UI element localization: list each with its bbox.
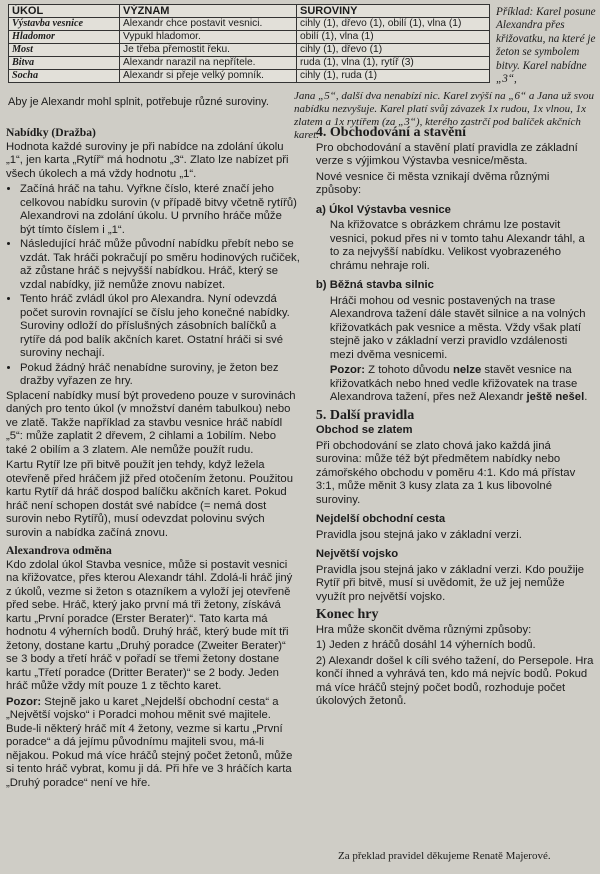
road-building-text: Hráči mohou od vesnic postavených na trase Alexandrova tažení dále stavět silnice a na volných křižovatkách pak vesnice a města. Vždy však platí stejně jako v základní verzi pravidlo vzdálenosti mezi dvěma vesnicemi. xyxy=(329,294,586,361)
payment-paragraph: Splacení nabídky musí být provedeno pouze v surovinách daných pro tento úkol (v množství daném tabulkou) nebo ve zlatě. Takže například za stavbu vesnice hráč nabídl „5“: může zaplatit 2 dřevem, 2 cihlami a 1obilím. Nebo také 2 obilím a 3 zlatem. Ale nemůže použít rudu. xyxy=(6,389,296,456)
trade-heading: 4. Obchodování a stavění xyxy=(315,125,467,140)
list-item: • Začíná hráč na tahu. Vyřkne číslo, které značí jeho celkovou nabídku surovin (v případě bitvy včetně rytířů) Alexandrovi na zdolání úkolu. U prvního hráče může být tímto číslem i „1“. xyxy=(20,183,300,237)
longest-road-text: Pravidla jsou stejná jako v základní verzi. xyxy=(315,528,522,541)
knight-paragraph: Kartu Rytíř lze při bitvě použít jen tehdy, když ležela otevřeně před hráčem již před otočením žetonu. Použitou kartu Rytíř dá hráč dospod balíčku akčních karet. Pokud hráč není schopen dostát své nabídce (= nemá dost surovin nebo Rytířů), musí odevzdat polovinu svých surovin a nabídka začíná znovu. xyxy=(6,459,293,539)
resources-cell: cihly (1), ruda (1) xyxy=(297,70,490,83)
left-column xyxy=(6,122,300,792)
table-header-row xyxy=(9,5,490,18)
game-end-intro: Hra může skončit dvěma různými způsoby: xyxy=(315,623,532,636)
task-cell: Most xyxy=(9,44,120,57)
header-task: ÚKOL xyxy=(9,5,120,18)
task-cell: Bitva xyxy=(9,57,120,70)
village-task-heading: a) Úkol Výstavba vesnice xyxy=(315,203,451,216)
auction-intro: Hodnota každé suroviny je při nabídce na zdolání úkolu „1“, jen karta „Rytíř“ má hodnotu „3“. Zlato lze nabízet při všech úkolech a má vždy hodnotu „1“. xyxy=(6,140,289,180)
warning-bold-2: ještě nešel xyxy=(526,391,585,403)
two-column-body xyxy=(6,122,594,792)
warning-text-2: stavět vesnice na křižovatkách nebo hned vedle křižovatek na trase Alexandrova tažení, přes než Alexandr xyxy=(329,364,578,403)
trade-intro-2: Nové vesnice či města vznikají dvěma různými způsoby: xyxy=(315,170,550,196)
road-building-heading: b) Běžná stavba silnic xyxy=(315,279,434,291)
trade-intro: Pro obchodování a stavění platí pravidla ze základní verze s výjimkou Výstavba vesnice/města. xyxy=(315,141,578,167)
translation-credit: Za překlad pravidel děkujeme Renatě Majerové. xyxy=(338,850,551,862)
game-end-condition-1: 1) Jeden z hráčů dosáhl 14 výherních bodů. xyxy=(315,639,536,651)
task-cell: Hladomor xyxy=(9,31,120,44)
task-cell: Výstavba vesnice xyxy=(9,18,120,31)
meaning-cell: Alexandr chce postavit vesnici. xyxy=(120,18,297,31)
resources-cell: cihly (1), dřevo (1), obilí (1), vlna (1) xyxy=(297,18,490,31)
right-column xyxy=(310,122,594,792)
resources-cell: ruda (1), vlna (1), rytíř (3) xyxy=(297,57,490,70)
warning-label: Pozor: xyxy=(329,364,366,376)
auction-bullets xyxy=(6,183,300,389)
road-building-warning xyxy=(316,364,594,405)
table-row xyxy=(9,44,490,57)
largest-army-text: Pravidla jsou stejná jako v základní verzi. Kdo použije Rytíř při bitvě, musí si uvědomit, že už jej nemůže využít pro největší vojsko. xyxy=(315,563,585,603)
header-meaning: VÝZNAM xyxy=(120,5,297,18)
warning-text-3: . xyxy=(584,391,588,403)
reward-heading: Alexandrova odměna xyxy=(6,544,112,557)
example-sidebar: Příklad: Karel posune Alexandra přes křižovatku, na které je žeton se symbolem bitvy. Karel nabídne „3“, xyxy=(496,6,596,86)
list-item: • Následující hráč může původní nabídku přebít nebo se vzdát. Tak hráči pokračují po směru hodinových ručiček, až zůstane hráč s nejvyšší nabídkou. Hráč, který se vzdal nabídky, již nemůže znovu nabízet. xyxy=(20,238,300,292)
village-task-text: Na křižovatce s obrázkem chrámu lze postavit vesnici, pokud přes ni v tomto tahu Alexandr táhl, a to za nejvyšší nabídku. Velikost vyobrazeného chrámu nehraje roli. xyxy=(329,219,585,272)
example-continuation: Jana „5“, další dva nenabízí nic. Karel zvýší na „6“ a Jana už svou nabídku nezvyšuje. Karel platí svůj závazek 1x rudou, 1x vlnou, 1x zlatem a 1x rytířem (za „3“), kterého zastrčí pod balíček akčních karet. xyxy=(294,90,594,141)
task-table xyxy=(8,4,490,83)
game-end-condition-2: 2) Alexandr došel k cíli svého tažení, do Persepole. Hra končí ihned a vyhrává ten, kdo má nejvíc bodů. Pokud má více hráčů stejný počet bodů, rozhoduje počet úkolových žetonů. xyxy=(315,654,594,707)
gold-trade-text: Při obchodování se zlato chová jako každá jiná surovina: může též být předmětem nabídky nebo zámořského obchodu v poměru 4:1. Kdo má přístav 3:1, může měnit 3 kusy zlata za 1 kus libovolné suroviny. xyxy=(315,439,576,506)
more-rules-heading: 5. Další pravidla xyxy=(315,407,415,423)
largest-army-heading: Největší vojsko xyxy=(315,548,399,560)
list-item: • Tento hráč zvládl úkol pro Alexandra. Nyní odevzdá počet surovin rovnající se číslu jeho konečné nabídky. Suroviny odloží do příslušných zásobních balíčků a rytíře dá pod balík akčních karet. Ostatní hráči si své suroviny nechají. xyxy=(20,293,300,361)
resources-cell: obilí (1), vlna (1) xyxy=(297,31,490,44)
warning-bold-1: nelze xyxy=(452,364,482,376)
meaning-cell: Alexandr narazil na nepřítele. xyxy=(120,57,297,70)
table-row xyxy=(9,18,490,31)
table-note: Aby je Alexandr mohl splnit, potřebuje různé suroviny. xyxy=(8,96,269,108)
header-resources: SUROVINY xyxy=(297,5,490,18)
list-item: • Pokud žádný hráč nenabídne suroviny, je žeton bez dražby vyřazen ze hry. xyxy=(20,362,300,389)
warning-text-1: Z tohoto důvodu xyxy=(365,364,453,376)
resources-cell: cihly (1), dřevo (1) xyxy=(297,44,490,57)
table-row xyxy=(9,31,490,44)
warning-text: Stejně jako u karet „Nejdelší obchodní cesta“ a „Největší vojsko“ i Poradci mohou měnit své majitele. Bude-li některý hráč mít 4 žetony, vezme si kartu „První poradce“ a dá jejímu původnímu majiteli svou, má-li nějakou. Pokud má více hráčů stejný počet žetonů, může si tento hráč vybrat, komu ji dá. Při hře ve 3 hráčích karta „Druhý poradce“ není ve hře. xyxy=(6,695,293,789)
task-cell: Socha xyxy=(9,70,120,83)
meaning-cell: Je třeba přemostit řeku. xyxy=(120,44,297,57)
advisor-warning xyxy=(6,696,300,791)
gold-trade-heading: Obchod se zlatem xyxy=(315,424,413,436)
longest-road-heading: Nejdelší obchodní cesta xyxy=(315,513,446,525)
meaning-cell: Alexandr si přeje velký pomník. xyxy=(120,70,297,83)
auction-heading: Nabídky (Dražba) xyxy=(6,126,96,139)
reward-paragraph: Kdo zdolal úkol Stavba vesnice, může si postavit vesnici na křižovatce, přes kterou Alexandr táhl. Zdolá-li hráč jiný z úkolů, vezme si žeton s otazníkem a vyloží jej otevřeně před sebe. Hráč, který jako první má tři žetony, získává kartu „První poradce (Erster Berater)“. Tato karta má hodnotu 4 výherních bodů. Druhý hráč, který bude mít tři žetony, dostane kartu „Druhý poradce (Zweiter Berater)“ se 3 body a třetí hráč v pořadí se třemi žetony dostane kartu „Třetí poradce (Dritter Berater)“ se 2 body. Jeden hráč může vždy mít pouze 1 z těchto karet. xyxy=(6,558,293,692)
warning-label: Pozor: xyxy=(6,695,42,708)
table-row xyxy=(9,57,490,70)
game-end-heading: Konec hry xyxy=(315,607,379,622)
meaning-cell: Vypukl hladomor. xyxy=(120,31,297,44)
table-row xyxy=(9,70,490,83)
